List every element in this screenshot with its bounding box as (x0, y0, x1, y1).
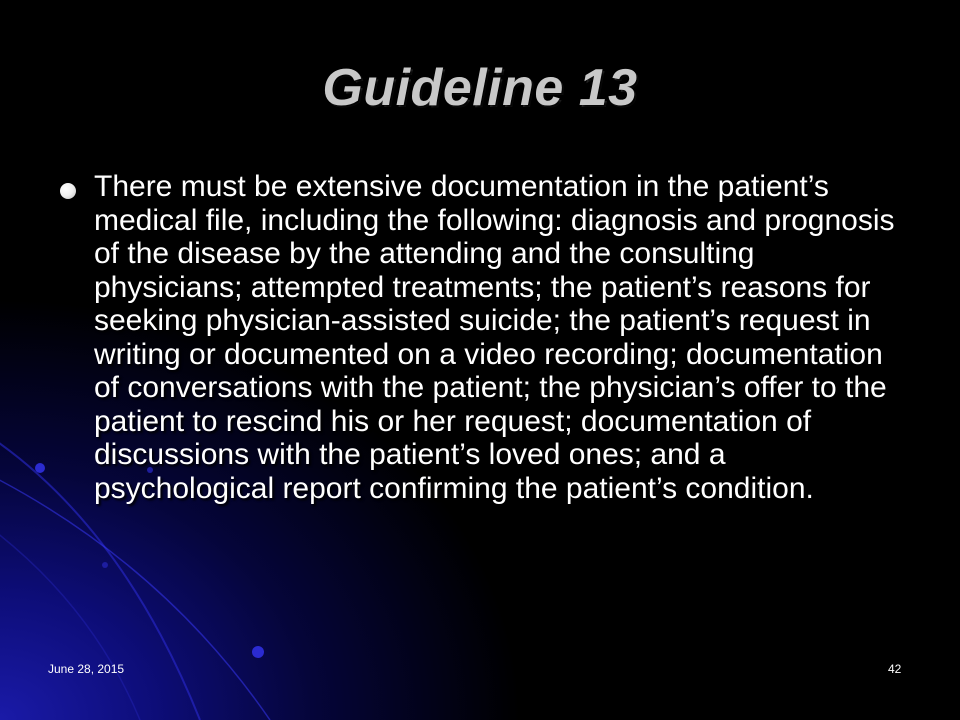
footer-date: June 28, 2015 (48, 662, 125, 676)
decor-dot-4 (102, 562, 108, 568)
bullet-dot-icon (60, 183, 76, 199)
decor-arc-inner (0, 470, 270, 720)
decor-arc-third (0, 520, 140, 720)
slide-content (60, 170, 900, 505)
slide-title: Guideline 13 (322, 59, 638, 117)
bullet-text: There must be extensive documentation in the patient’s medical file, including the following: diagnosis and prognosis of the disease by the attending and the consulting physicians; attempted treatments; the patient’s reasons for seeking physician-assisted suicide; the patient’s request in writing or documented on a video recording; documentation of conversations with the patient; the physician’s offer to the patient to rescind his or her request; documentation of discussions with the patient’s loved ones; and a psychological report confirming the patient’s condition. (94, 170, 895, 505)
decor-dot-1 (35, 463, 45, 473)
bullet-item (60, 170, 900, 505)
footer-page-number: 42 (888, 662, 902, 676)
decor-dot-2 (252, 646, 264, 658)
